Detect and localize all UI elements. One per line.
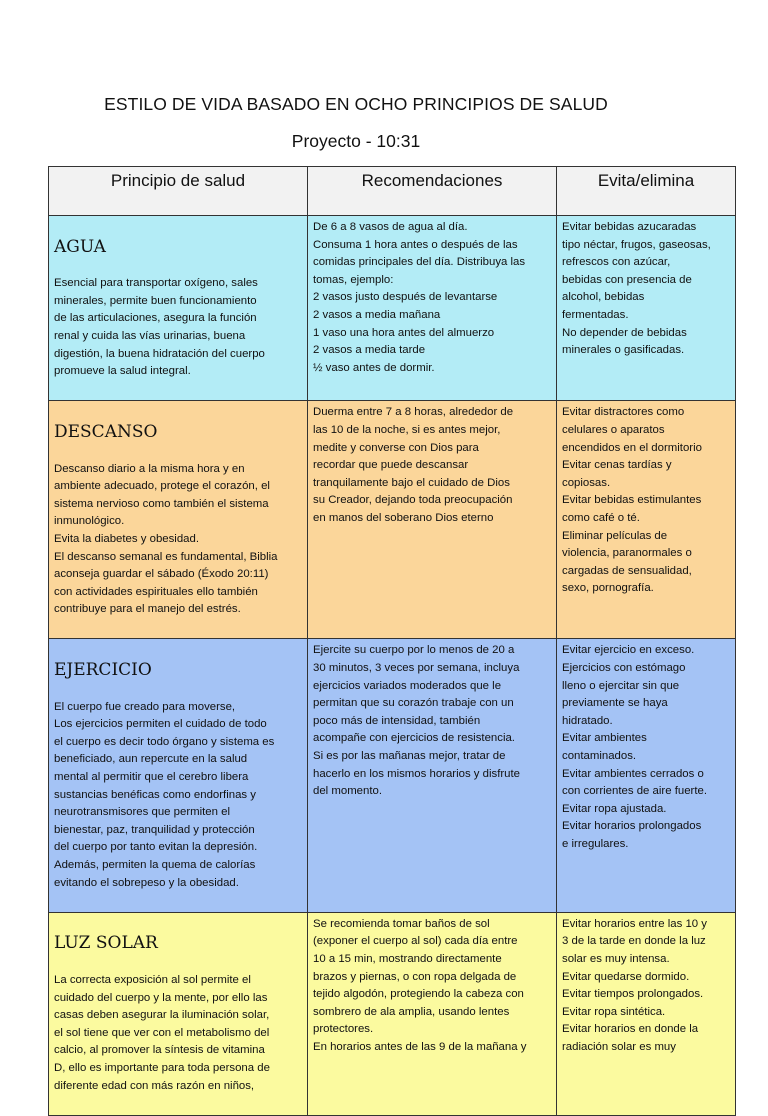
table-row-luz-solar [49,912,736,1115]
document-subtitle: Proyecto - 10:31 [291,131,421,151]
recommendations-cell [308,912,557,1115]
principle-name: DESCANSO [54,421,158,442]
avoid-text: Evitar distractores como celulares o aparatos encendidos en el dormitorio Evitar cenas tardías y copiosas. Evitar bebidas estimulantes como café o té. Eliminar películas de violencia, paranormales o cargadas de sensualidad, sexo, pornografía. [562,406,702,595]
recommendations-text: Duerma entre 7 a 8 horas, alrededor de las 10 de la noche, si es antes mejor, medite y converse con Dios para recordar que puede descansar tranquilamente bajo el cuidado de Dios su Creador, dejando toda preocupación en manos del soberano Dios eterno [313,406,514,524]
recommendations-cell [308,401,557,639]
principle-cell [49,401,308,639]
principle-cell [49,912,308,1115]
avoid-cell [557,639,736,912]
table-header-row [49,167,736,216]
principle-description: Esencial para transportar oxígeno, sales minerales, permite buen funcionamiento de las articulaciones, asegura la función renal y cuida las vías urinarias, buena digestión, la buena hidratación del cuerpo promueve la salud integral. [54,277,265,378]
avoid-text: Evitar horarios entre las 10 y 3 de la tarde en donde la luz solar es muy intensa. Evitar quedarse dormido. Evitar tiempos prolongados. Evitar ropa sintética. Evitar horarios en donde la radiación solar es muy [562,917,707,1053]
principle-name: EJERCICIO [54,660,152,681]
principle-cell [49,639,308,912]
recommendations-text: Ejercite su cuerpo por lo menos de 20 a 30 minutos, 3 veces por semana, incluya ejercicios variados moderados que le permitan que su corazón trabaje con un poco más de intensidad, también acompañe con ejercicios de resistencia. Si es por las mañanas mejor, tratar de hacerlo en los mismos horarios y disfrute del momento. [313,644,521,798]
header-recommendations: Recomendaciones [308,167,557,216]
recommendations-cell [308,639,557,912]
principle-cell [49,216,308,401]
principle-description: La correcta exposición al sol permite el cuidado del cuerpo y la mente, por ello las casas deben asegurar la iluminación solar, el sol tiene que ver con el metabolismo del calcio, al promover la síntesis de vitamina D, ello es importante para toda persona de diferente edad con más razón en niños, [54,973,270,1092]
document-title: ESTILO DE VIDA BASADO EN OCHO PRINCIPIOS DE SALUD [104,94,608,114]
health-principles-table [48,166,736,1116]
avoid-cell [557,401,736,639]
header-avoid: Evita/elimina [557,167,736,216]
header-principle: Principio de salud [49,167,308,216]
principle-name: LUZ SOLAR [54,933,158,954]
avoid-text: Evitar bebidas azucaradas tipo néctar, frugos, gaseosas, refrescos con azúcar, bebidas con presencia de alcohol, bebidas fermentadas. No depender de bebidas minerales o gasificadas. [562,221,711,357]
avoid-cell [557,912,736,1115]
principle-description: Descanso diario a la misma hora y en ambiente adecuado, protege el corazón, el sistema nervioso como también el sistema inmunológico. Evita la diabetes y obesidad. El descanso semanal es fundamental, Biblia aconseja guardar el sábado (Éxodo 20:11) con actividades espirituales ello también contribuye para el manejo del estrés. [54,462,278,616]
avoid-text: Evitar ejercicio en exceso. Ejercicios con estómago lleno o ejercitar sin que previamente se haya hidratado. Evitar ambientes contaminados. Evitar ambientes cerrados o con corrientes de aire fuerte. Evitar ropa ajustada. Evitar horarios prolongados e irregulares. [562,644,707,850]
recommendations-cell [308,216,557,401]
table-row-descanso [49,401,736,639]
table-row-ejercicio [49,639,736,912]
principle-name: AGUA [54,236,106,257]
recommendations-text: Se recomienda tomar baños de sol (exponer el cuerpo al sol) cada día entre 10 a 15 min, mostrando directamente brazos y piernas, o con ropa delgada de tejido algodón, protegiendo la cabeza con sombrero de ala amplia, usando lentes protectores. En horarios antes de las 9 de la mañana y [313,917,527,1053]
recommendations-text: De 6 a 8 vasos de agua al día. Consuma 1 hora antes o después de las comidas principales del día. Distribuya las tomas, ejemplo: 2 vasos justo después de levantarse 2 vasos a media mañana 1 vaso una hora antes del almuerzo 2 vasos a media tarde ½ vaso antes de dormir. [313,221,526,374]
principle-description: El cuerpo fue creado para moverse, Los ejercicios permiten el cuidado de todo el cuerpo es decir todo órgano y sistema es beneficiado, aun repercute en la salud mental al permitir que el cerebro libera sustancias benéficas como endorfinas y neurotransmisores que permiten el bienestar, paz, tranquilidad y protección del cuerpo por tanto evitan la depresión. Además, permiten la quema de calorías evitando el sobrepeso y la obesidad. [54,700,275,889]
table-row-agua [49,216,736,401]
avoid-cell [557,216,736,401]
